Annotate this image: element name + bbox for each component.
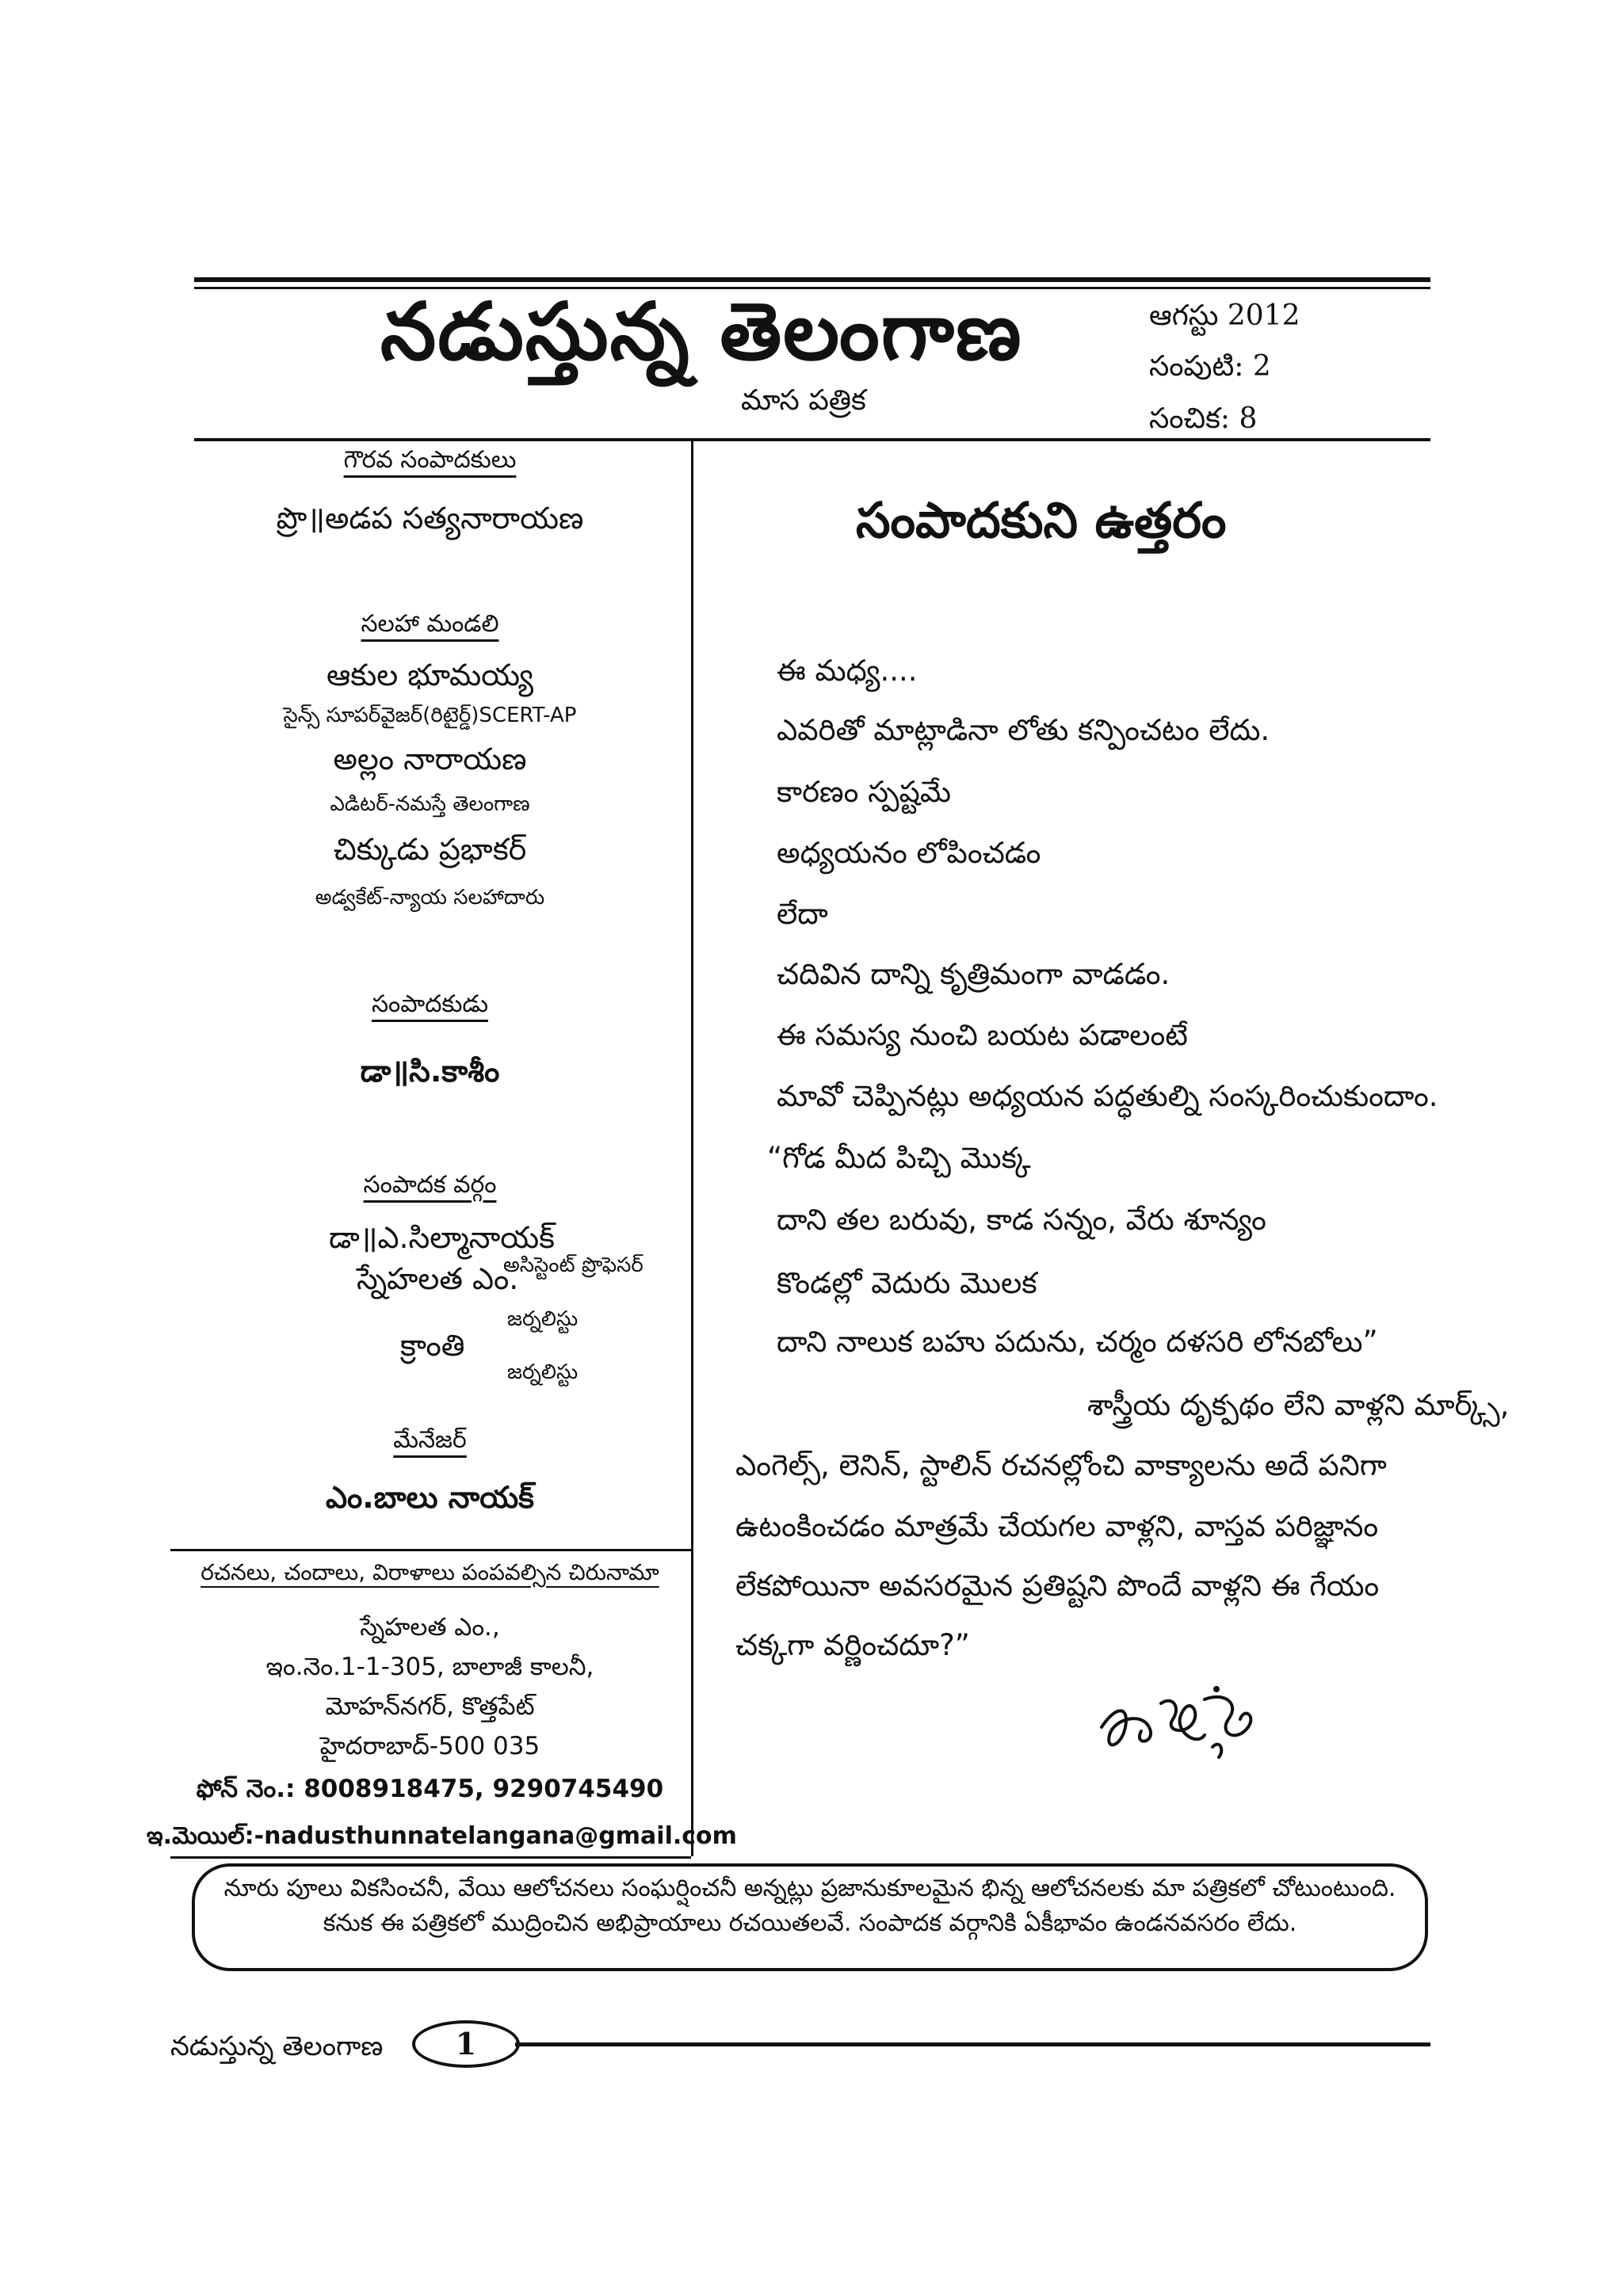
advisor-role: అడ్వకేట్-న్యాయ సలహాదారు [315,886,545,910]
address-line: మోహన్‌నగర్, కొత్తపేట్ [325,1692,535,1721]
masthead-bottom-rule [194,438,1430,441]
column-divider [691,441,693,1856]
editorial-line: చక్కగా వర్ణించదూ?” [735,1628,970,1662]
advisory-board-heading: సలహా మండలి [361,610,499,638]
editorial-line: మావో చెప్పినట్లు అధ్యయన పద్ధతుల్ని సంస్కరించుకుందాం. [777,1079,1438,1113]
top-rule-thick [194,277,1430,282]
editorial-line: ఉటంకించడం మాత్రమే చేయగల వాళ్లని, వాస్తవ పరిజ్ఞానం [735,1509,1379,1543]
magazine-title: నడుస్తున్న తెలంగాణ [380,285,1023,378]
editorial-line: కొండల్లో వెదురు మొలక [777,1266,1037,1300]
editorial-line: కారణం స్పష్టమే [777,775,951,809]
advisor-role: సైన్స్ సూపర్‌వైజర్(రిటైర్డ్)SCERT-AP [283,704,577,727]
advisor-role: ఎడిటర్-నమస్తే తెలంగాణ [330,792,530,816]
editorial-line: దాని నాలుక బహు పదును, చర్మం దళసరి లోనబోలు” [777,1325,1378,1359]
manager-heading: మేనేజర్ [393,1426,467,1454]
advisor-name: అల్లం నారాయణ [333,742,527,776]
editorial-line: చదివిన దాన్ని కృత్రిమంగా వాడడం. [777,957,1170,991]
editor-signature [1086,1672,1276,1767]
email-line[interactable]: ఇ.మెయిల్:-nadusthunnatelangana@gmail.com [147,1822,737,1850]
address-line: స్నేహలత ఎం., [360,1613,500,1642]
footer-magazine-name: నడుస్తున్న తెలంగాణ [170,2031,384,2062]
board-member-role: జర్నలిస్టు [507,1360,579,1384]
editorial-line: అధ్యయనం లోపించడం [777,836,1041,870]
editorial-line: ఈ సమస్య నుంచి బయట పడాలంటే [777,1018,1188,1052]
address-line: హైదరాబాద్-500 035 [319,1732,540,1760]
board-member-name: క్రాంతి [400,1328,465,1363]
board-member-name: డా॥ఎ.సిల్మానాయక్ [329,1220,555,1255]
phone-line: ఫోన్ నెం.: 8008918475, 9290745490 [196,1775,664,1803]
board-member-name: స్నేహలత ఎం. [357,1261,519,1296]
honorary-editor-name: ప్రొ॥అడప సత్యనారాయణ [276,501,584,536]
editorial-line: ఈ మధ్య.... [777,654,918,688]
editorial-board-heading: సంపాదక వర్గం [363,1171,497,1199]
address-line: ఇం.నెం.1-1-305, బాలాజీ కాలనీ, [265,1653,594,1681]
editorial-line: శాస్త్రీయ దృక్పథం లేని వాళ్లని మార్క్స్, [1087,1388,1510,1422]
footer-rule [515,2042,1430,2046]
advisor-name: ఆకుల భూమయ్య [326,658,534,692]
address-top-rule [170,1549,691,1551]
manager-name: ఎం.బాలు నాయక్ [326,1480,534,1515]
issue-number: సంచిక: 8 [1149,402,1258,435]
editor-heading: సంపాదకుడు [372,990,488,1018]
editorial-title: సంపాదకుని ఉత్తరం [856,491,1227,549]
issue-date: ఆగస్టు 2012 [1149,299,1300,332]
editorial-line: “గోడ మీద పిచ్చి మొక్క [767,1141,1031,1175]
disclaimer-box: నూరు పూలు వికసించనీ, వేయి ఆలోచనలు సంఘర్షించనీ అన్నట్లు ప్రజానుకూలమైన భిన్న ఆలోచనలకు మా పత్రికలో చోటుంటుంది. కనుక ఈ పత్రికలో ముద్రించిన అభిప్రాయాలు రచయితలవే. సంపాదక వర్గానికి ఏకీభావం ఉండనవసరం లేదు. [192,1863,1428,1971]
editorial-line: లేదా [777,897,828,931]
editorial-line: ఎవరితో మాట్లాడినా లోతు కన్పించటం లేదు. [777,713,1270,747]
editorial-line: ఎంగెల్స్, లెనిన్, స్టాలిన్ రచనల్లోంచి వాక్యాలను అదే పనిగా [735,1448,1387,1482]
address-heading: రచనలు, చందాలు, విరాళాలు పంపవల్సిన చిరునామా [200,1559,659,1585]
editor-name: డా॥సి.కాశీం [360,1054,500,1089]
editorial-line: దాని తల బరువు, కాడ సన్నం, వేరు శూన్యం [777,1203,1266,1237]
magazine-subtitle: మాస పత్రిక [741,384,866,417]
honorary-editors-heading: గౌరవ సంపాదకులు [343,446,517,474]
advisor-name: చిక్కుడు ప్రభాకర్ [333,832,527,867]
content-bottom-rule [170,1856,691,1859]
editorial-line: లేకపోయినా అవసరమైన ప్రతిష్టని పొందే వాళ్లని ఈ గేయం [735,1569,1380,1603]
page-number: 1 [412,2020,520,2068]
board-member-role: జర్నలిస్టు [507,1307,579,1331]
board-member-role: అసిస్టెంట్ ప్రొఫెసర్ [503,1253,643,1277]
issue-volume: సంపుటి: 2 [1149,350,1271,383]
